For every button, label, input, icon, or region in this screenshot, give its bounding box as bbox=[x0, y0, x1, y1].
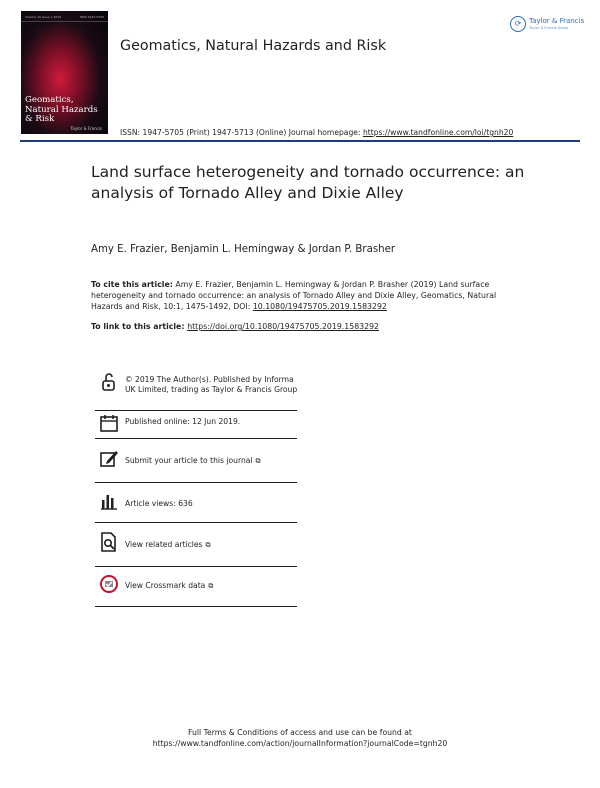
related-articles-label: View related articles bbox=[125, 540, 203, 549]
published-date: Published online: 12 Jun 2019. bbox=[125, 417, 241, 426]
cover-publisher: Taylor & Francis bbox=[70, 126, 102, 131]
license-text: © 2019 The Author(s). Published by Informa UK Limited, trading as Taylor & Francis Group bbox=[125, 375, 298, 395]
footer-terms-url[interactable]: https://www.tandfonline.com/action/journalInformation?journalCode=tgnh20 bbox=[152, 739, 448, 748]
cover-title: Geomatics, Natural Hazards & Risk bbox=[25, 95, 98, 124]
article-link-label: To link to this article: bbox=[91, 322, 188, 331]
footer-terms: Full Terms & Conditions of access and use can be found at bbox=[188, 728, 412, 737]
external-link-icon: ⧉ bbox=[208, 582, 214, 590]
article-views: Article views: 636 bbox=[125, 499, 193, 508]
submit-article-label: Submit your article to this journal bbox=[125, 456, 253, 465]
issn-line bbox=[120, 128, 513, 137]
crossmark-row[interactable] bbox=[95, 566, 297, 607]
crossmark-label: View Crossmark data bbox=[125, 581, 206, 590]
publisher-logo-icon: ⟳ bbox=[510, 16, 526, 32]
publisher-logo-tagline: Taylor & Francis Group bbox=[529, 26, 569, 30]
crossmark-link[interactable] bbox=[125, 581, 213, 591]
citation-doi-link[interactable]: 10.1080/19475705.2019.1583292 bbox=[252, 302, 387, 312]
citation bbox=[91, 279, 511, 313]
article-title: Land surface heterogeneity and tornado occurrence: an analysis of Tornado Alley and Dixie Alley bbox=[91, 163, 525, 202]
cover-band-left: Volume 10 Issue 1 2019 bbox=[25, 15, 62, 19]
external-link-icon: ⧉ bbox=[205, 541, 211, 549]
cover-band-right: ISSN 1947-5705 bbox=[79, 15, 104, 19]
cover-band bbox=[21, 15, 108, 22]
published-row bbox=[95, 410, 297, 439]
journal-cover bbox=[21, 11, 108, 134]
header-rule bbox=[20, 140, 580, 142]
publisher-logo-name: Taylor & Francis bbox=[529, 17, 585, 25]
views-row bbox=[95, 482, 297, 523]
bar-chart-icon bbox=[99, 491, 119, 511]
citation-label: To cite this article: bbox=[91, 280, 173, 289]
submit-row[interactable] bbox=[95, 438, 297, 483]
publisher-logo bbox=[510, 16, 585, 38]
license-row bbox=[95, 370, 297, 411]
crossmark-icon bbox=[99, 574, 119, 594]
article-authors: Amy E. Frazier, Benjamin L. Hemingway & Jordan P. Brasher bbox=[91, 244, 396, 255]
related-articles-link[interactable] bbox=[125, 540, 210, 550]
article-link-line bbox=[91, 322, 379, 331]
citation-text: Amy E. Frazier, Benjamin L. Hemingway & Jordan P. Brasher (2019) Land surface heterogeneity and tornado occurrence: an analysis of Tornado Alley and Dixie Alley, Geomatics, Natural Hazards and Risk, 10:1, 1475-1492, DOI: bbox=[91, 280, 497, 312]
journal-title: Geomatics, Natural Hazards and Risk bbox=[120, 38, 387, 54]
issn-text: ISSN: 1947-5705 (Print) 1947-5713 (Online) Journal homepage: bbox=[120, 128, 363, 137]
edit-icon bbox=[99, 448, 119, 468]
related-row[interactable] bbox=[95, 522, 297, 567]
submit-article-link[interactable] bbox=[125, 456, 261, 466]
search-document-icon bbox=[99, 532, 119, 552]
external-link-icon: ⧉ bbox=[255, 457, 261, 465]
open-access-icon bbox=[99, 372, 119, 392]
journal-homepage-link[interactable]: https://www.tandfonline.com/loi/tgnh20 bbox=[362, 128, 514, 137]
calendar-icon bbox=[99, 413, 119, 433]
article-doi-url[interactable]: https://doi.org/10.1080/19475705.2019.1583292 bbox=[187, 322, 379, 331]
footer bbox=[0, 727, 600, 749]
